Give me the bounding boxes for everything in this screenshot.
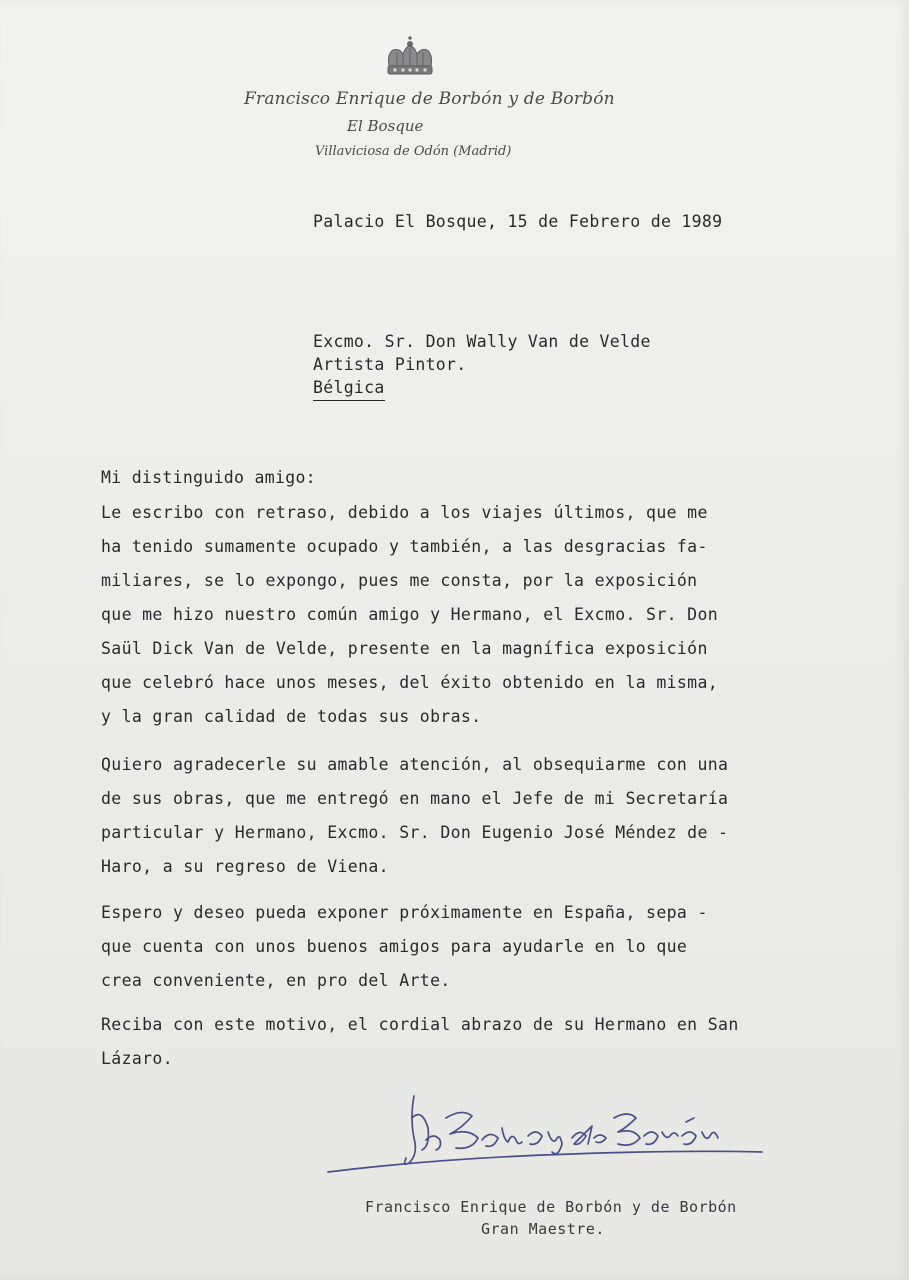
body-line: Reciba con este motivo, el cordial abrazo de su Hermano en San (101, 1015, 739, 1034)
recipient-block (313, 330, 651, 401)
body-line: Le escribo con retraso, debido a los viajes últimos, que me (101, 503, 708, 522)
body-line: Saül Dick Van de Velde, presente en la magnífica exposición (101, 639, 708, 658)
body-line: de sus obras, que me entregó en mano el Jefe de mi Secretaría (101, 789, 729, 808)
body-line: que celebró hace unos meses, del éxito obtenido en la misma, (101, 673, 719, 692)
body-line: Quiero agradecerle su amable atención, al obsequiarme con una (101, 755, 729, 774)
crown-emblem-icon (383, 36, 437, 78)
body-line: miliares, se lo expongo, pues me consta, por la exposición (101, 571, 698, 590)
body-paragraph-2 (101, 748, 728, 884)
signer-block (365, 1196, 737, 1240)
letterhead-address: Villaviciosa de Odón (Madrid) (315, 144, 512, 159)
recipient-profession: Artista Pintor. (313, 355, 467, 374)
signer-name: Francisco Enrique de Borbón y de Borbón (365, 1198, 737, 1216)
body-line: Haro, a su regreso de Viena. (101, 857, 389, 876)
body-line: que me hizo nuestro común amigo y Hermano, el Excmo. Sr. Don (101, 605, 719, 624)
body-line: ha tenido sumamente ocupado y también, a las desgracias fa- (101, 537, 708, 556)
body-paragraph-3 (101, 896, 708, 998)
date-line: Palacio El Bosque, 15 de Febrero de 1989 (313, 212, 723, 231)
body-paragraph-1 (101, 496, 718, 734)
salutation: Mi distinguido amigo: (101, 468, 316, 487)
body-line: y la gran calidad de todas sus obras. (101, 707, 482, 726)
body-line: crea conveniente, en pro del Arte. (101, 971, 451, 990)
handwritten-signature (322, 1088, 772, 1180)
signer-title: Gran Maestre. (481, 1220, 605, 1238)
body-line: Espero y deseo pueda exponer próximamente en España, sepa - (101, 903, 708, 922)
body-paragraph-4 (101, 1008, 739, 1076)
recipient-name: Excmo. Sr. Don Wally Van de Velde (313, 332, 651, 351)
recipient-country: Bélgica (313, 376, 385, 401)
body-line: particular y Hermano, Excmo. Sr. Don Eugenio José Méndez de - (101, 823, 729, 842)
body-line: que cuenta con unos buenos amigos para ayudarle en lo que (101, 937, 688, 956)
letterhead-name: Francisco Enrique de Borbón y de Borbón (244, 89, 615, 109)
letterhead-place: El Bosque (347, 117, 424, 135)
body-line: Lázaro. (101, 1049, 173, 1068)
